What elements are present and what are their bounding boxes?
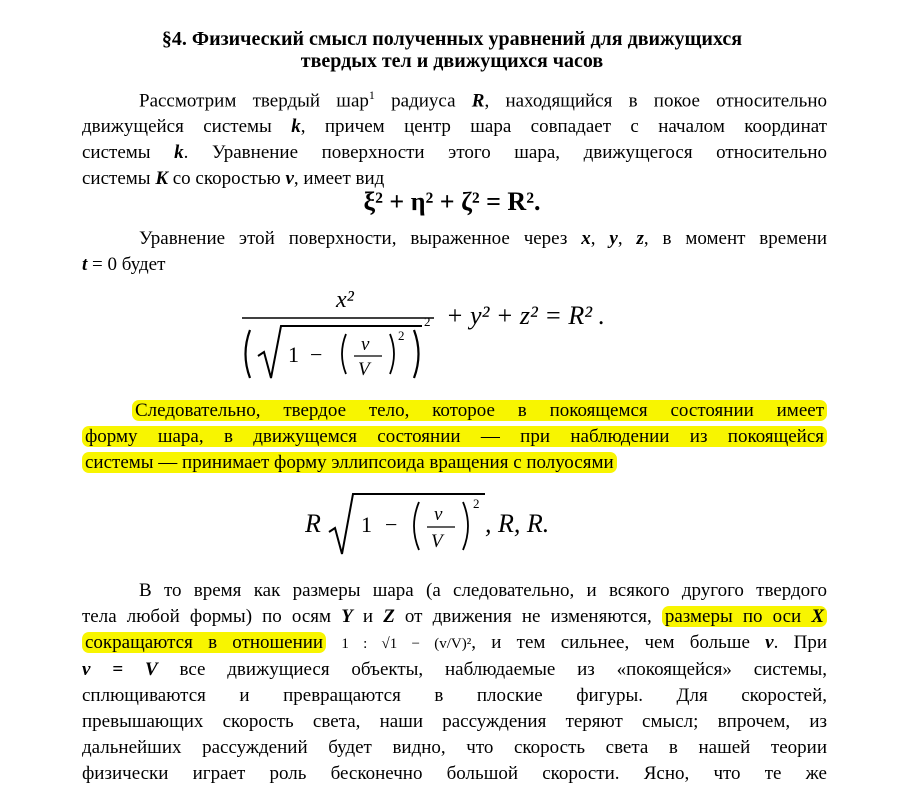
p4-text: . При <box>773 632 827 653</box>
symbol-Y: Y <box>341 606 353 627</box>
eq2-left-paren <box>246 330 251 378</box>
footnote-mark[interactable]: 1 <box>368 88 375 102</box>
highlighted-text: Следовательно, твердое тело, которое в покоящемся состоянии имеет <box>132 400 827 421</box>
p4-text: сплющиваются и превращаются в плоские фигуры. Для скоростей, <box>82 685 827 706</box>
symbol-v: v <box>765 632 774 653</box>
eq3-V: V <box>431 531 443 552</box>
highlighted-text: сокращаются в отношении <box>82 632 326 653</box>
symbol-t: t <box>82 254 88 275</box>
p1-text: , имеет вид <box>293 168 385 190</box>
eq2-inner-right-paren <box>390 334 394 374</box>
equation-2 <box>238 282 698 387</box>
eq3-R: R <box>305 509 321 538</box>
equation-3 <box>305 488 625 565</box>
symbol-k: k <box>174 142 184 164</box>
eq3-tail: , R, R. <box>485 509 550 538</box>
p4-text: и <box>352 606 384 627</box>
section-heading-line1: §4. Физический смысл полученных уравнений для движущихся <box>161 28 743 50</box>
eq2-numerator: x² <box>336 287 354 313</box>
eq2-right-paren <box>414 330 419 378</box>
p4-text: , и тем сильнее, чем больше <box>471 632 766 653</box>
p4-text: тела любой формы) по осям <box>82 606 342 627</box>
p4-text: физически играет роль бесконечно большой скорости. Ясно, что те же <box>82 763 827 784</box>
p4-text: В то время как размеры шара (а следовательно, и всякого другого твердого <box>139 580 827 601</box>
paragraph-3 <box>82 398 827 476</box>
eq2-v: v <box>361 334 370 355</box>
eq2-rest: + y² + z² = R² . <box>446 301 606 330</box>
section-heading-line2: твердых тел и движущихся часов <box>300 50 604 72</box>
highlighted-text <box>662 606 827 627</box>
eq2-one: 1 <box>288 342 299 367</box>
p4-text: дальнейших рассуждений будет видно, что скорость света в нашей теории <box>82 737 827 758</box>
p1-text: движущейся системы <box>82 116 292 138</box>
equation-1: ξ² + η² + ζ² = R². <box>363 187 541 216</box>
p4-text: от движения не изменяются, <box>394 606 662 627</box>
eq3-sqrt <box>329 494 485 554</box>
p4-text: превышающих скорость света, наши рассуждения теряют смысл; впрочем, из <box>82 711 827 732</box>
eq3-left-paren <box>414 502 419 550</box>
eq2-minus: − <box>310 342 323 367</box>
eq3-one: 1 <box>361 512 372 537</box>
highlighted-text-part: размеры по оси <box>664 606 812 627</box>
paragraph-1 <box>82 82 827 192</box>
p1-text: , находящийся в покое относительно <box>484 90 827 112</box>
p4-text: все движущиеся объекты, наблюдаемые из «покоящейся» системы, <box>157 659 827 680</box>
p1-text: Рассмотрим твердый шар <box>139 90 369 112</box>
eq2-inner-exponent: 2 <box>398 328 405 343</box>
symbol-K: K <box>155 168 168 190</box>
p2-text: = 0 будет <box>87 254 166 275</box>
p2-text: , в момент времени <box>643 228 828 249</box>
eq3-exponent: 2 <box>473 496 480 511</box>
symbol-y: y <box>609 228 618 249</box>
ratio-formula: 1 : √1 − (v/V)² <box>341 636 472 652</box>
p2-text: Уравнение этой поверхности, выраженное через <box>139 228 582 249</box>
symbol-X: X <box>811 606 825 627</box>
eq3-minus: − <box>385 512 398 537</box>
eq2-outer-exponent: 2 <box>424 314 431 329</box>
symbol-Z: Z <box>383 606 395 627</box>
p1-text: . Уравнение поверхности этого шара, движущегося относительно <box>183 142 827 164</box>
highlighted-text: форму шара, в движущемся состоянии — при наблюдении из покоящейся <box>82 426 827 447</box>
symbol-k: k <box>291 116 301 138</box>
symbol-R: R <box>471 90 485 112</box>
eq2-V: V <box>358 359 370 380</box>
eq3-right-paren <box>463 502 468 550</box>
symbol-x: x <box>581 228 591 249</box>
symbol-v: v <box>285 168 294 190</box>
p1-text: системы <box>82 168 156 190</box>
eq3-v: v <box>434 504 443 525</box>
symbol-z: z <box>636 228 644 249</box>
p1-text: системы <box>82 142 175 164</box>
p1-text: радиуса <box>374 90 472 112</box>
p1-text: , причем центр шара совпадает с началом координат <box>300 116 827 138</box>
eq2-inner-left-paren <box>342 334 346 374</box>
paragraph-4 <box>82 578 827 787</box>
highlighted-text: системы — принимает форму эллипсоида вращения с полуосями <box>82 452 617 473</box>
p1-text: со скоростью <box>168 168 286 190</box>
symbol-v-equals-V: v = V <box>82 659 158 680</box>
paragraph-2: Уравнение этой поверхности, выраженное через x, y, z, в момент времени t = 0 будет <box>82 228 828 275</box>
